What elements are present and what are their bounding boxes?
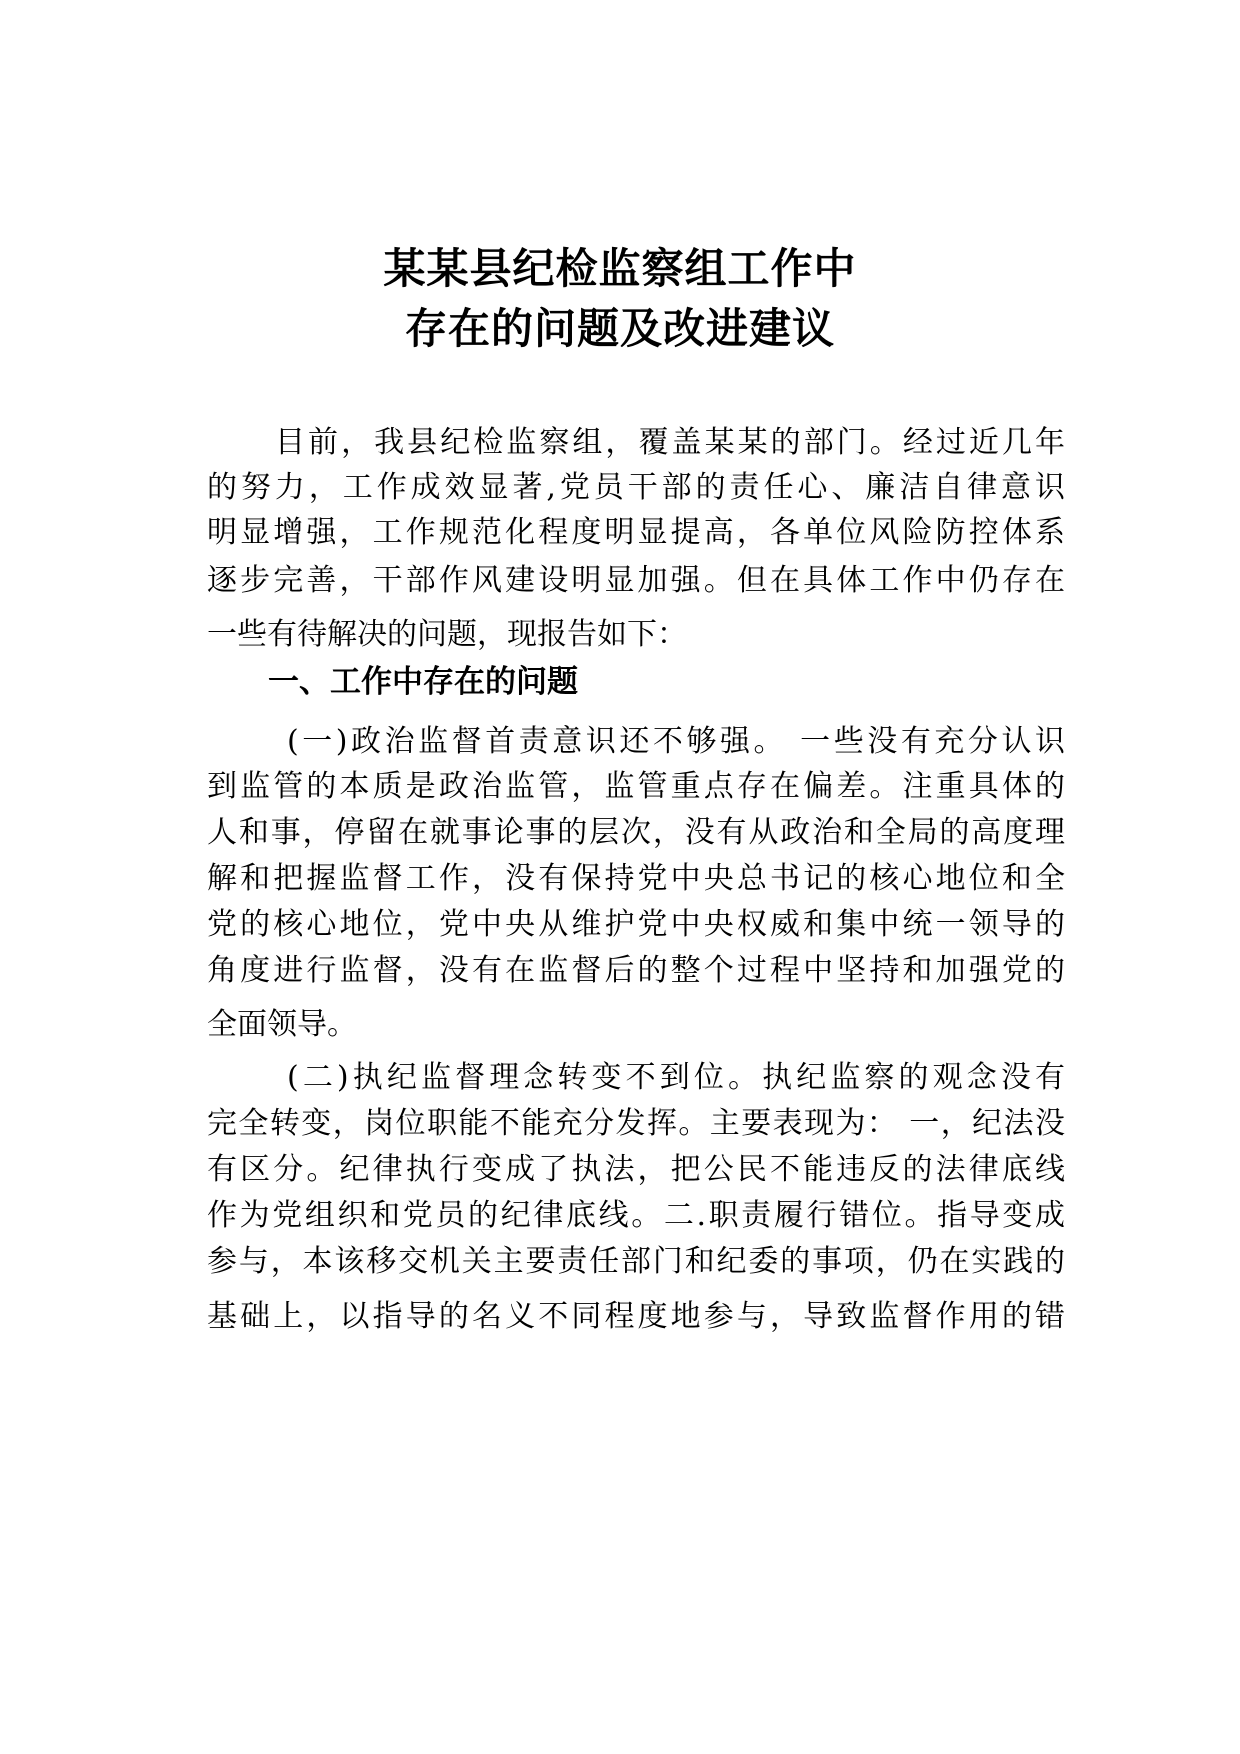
item-line: 作为党组织和党员的纪律底线。二.职责履行错位。指导变成: [207, 1198, 1065, 1233]
item-line: 解和把握监督工作，没有保持党中央总书记的核心地位和全: [207, 861, 1065, 896]
item-line: 有区分。纪律执行变成了执法，把公民不能违反的法律底线: [207, 1152, 1065, 1187]
intro-line: 明显增强，工作规范化程度明显提高，各单位风险防控体系: [207, 515, 1065, 550]
item-line: 完全转变，岗位职能不能充分发挥。主要表现为： 一，纪法没: [207, 1106, 1065, 1141]
item-line: (一)政治监督首责意识还不够强。 一些没有充分认识: [287, 724, 1065, 759]
item-line: 党的核心地位，党中央从维护党中央权威和集中统一领导的: [207, 907, 1065, 942]
document-title-line-2: 存在的问题及改进建议: [404, 304, 835, 353]
item-line: (二)执纪监督理念转变不到位。执纪监察的观念没有: [287, 1060, 1065, 1095]
item-line: 基础上，以指导的名义不同程度地参与，导致监督作用的错: [207, 1299, 1065, 1334]
intro-line: 一些有待解决的问题，现报告如下：: [207, 617, 687, 652]
item-line: 全面领导。: [207, 1007, 357, 1042]
item-line: 到监管的本质是政治监管，监管重点存在偏差。注重具体的: [207, 769, 1065, 804]
intro-line: 逐步完善，干部作风建设明显加强。但在具体工作中仍存在: [207, 563, 1065, 598]
item-line: 参与，本该移交机关主要责任部门和纪委的事项，仍在实践的: [207, 1244, 1065, 1279]
intro-line: 目前，我县纪检监察组，覆盖某某的部门。经过近几年: [275, 425, 1065, 460]
item-line: 人和事，停留在就事论事的层次，没有从政治和全局的高度理: [207, 815, 1065, 850]
section-heading: 一、工作中存在的问题: [268, 664, 578, 700]
intro-line: 的努力，工作成效显著,党员干部的责任心、廉洁自律意识: [207, 470, 1065, 505]
document-title-line-1: 某某县纪检监察组工作中: [383, 244, 857, 293]
item-line: 角度进行监督，没有在监督后的整个过程中坚持和加强党的: [207, 953, 1065, 988]
